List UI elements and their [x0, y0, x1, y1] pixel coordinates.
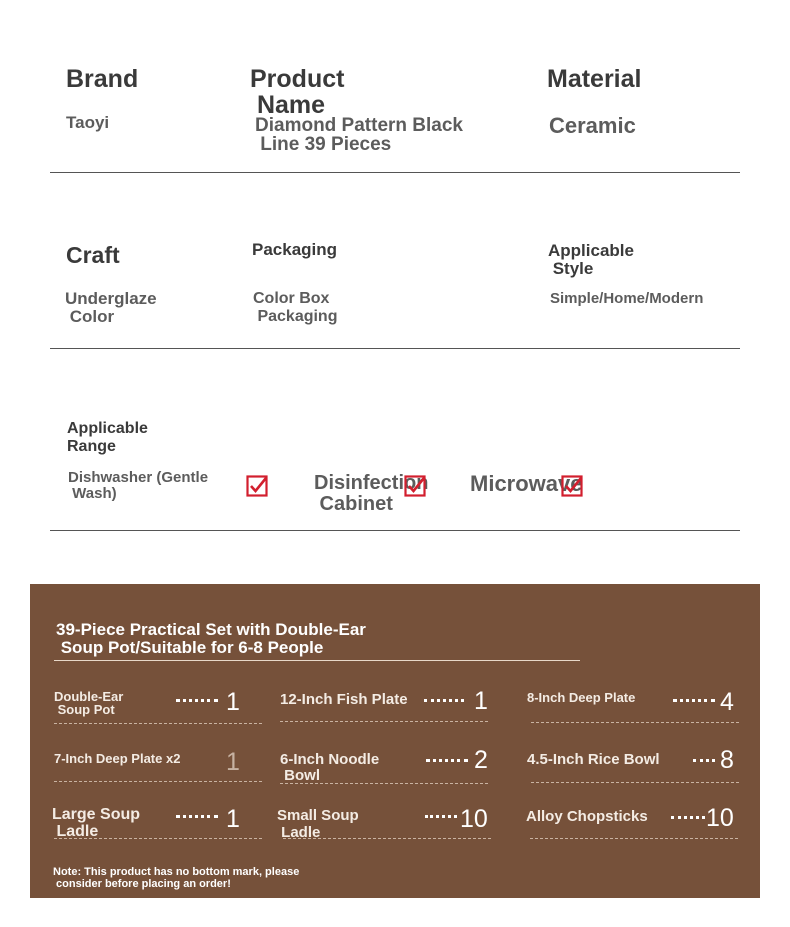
set-title: 39-Piece Practical Set with Double-Ear Soup Pot/Suitable for 6-8 People — [56, 620, 366, 657]
item-quantity: 4 — [720, 688, 734, 716]
dashed-divider — [530, 838, 738, 840]
range-option-dishwasher: Dishwasher (Gentle Wash) — [68, 469, 209, 502]
item-name: Small Soup Ladle — [277, 807, 359, 841]
divider-3 — [50, 530, 740, 531]
dashed-divider — [280, 783, 488, 785]
checkbox-checked-icon — [246, 475, 268, 497]
dotted-leader — [176, 699, 218, 704]
item-quantity: 1 — [226, 688, 240, 716]
checkbox-checked-icon — [561, 475, 583, 497]
set-contents-panel — [30, 584, 760, 898]
item-name: 8-Inch Deep Plate — [527, 690, 636, 705]
craft-value: Underglaze Color — [65, 289, 157, 326]
dotted-leader — [424, 699, 464, 704]
style-label: Applicable Style — [548, 241, 634, 278]
dashed-divider — [283, 838, 491, 840]
item-name: 12-Inch Fish Plate — [280, 691, 408, 708]
packaging-label: Packaging — [252, 240, 338, 259]
dotted-leader — [671, 816, 705, 821]
brand-label: Brand — [66, 65, 139, 93]
dotted-leader — [673, 699, 715, 704]
packaging-value: Color Box Packaging — [253, 290, 338, 325]
item-name: 6-Inch Noodle Bowl — [280, 751, 380, 784]
dashed-divider — [54, 781, 262, 783]
item-quantity: 10 — [460, 805, 488, 833]
item-name: Alloy Chopsticks — [526, 808, 648, 825]
dashed-divider — [531, 722, 739, 724]
dashed-divider — [54, 723, 262, 725]
dashed-divider — [54, 838, 262, 840]
item-name: Large Soup Ladle — [52, 806, 141, 840]
dotted-leader — [693, 759, 715, 764]
product-name-label: Product Name — [250, 65, 345, 119]
item-name: 4.5-Inch Rice Bowl — [527, 751, 660, 768]
item-name: Double-Ear Soup Pot — [54, 689, 124, 717]
item-quantity: 1 — [226, 748, 240, 776]
craft-label: Craft — [66, 242, 120, 268]
item-quantity: 2 — [474, 746, 488, 774]
divider-2 — [50, 348, 740, 349]
range-label: Applicable Range — [67, 420, 148, 455]
product-name-value: Diamond Pattern Black Line 39 Pieces — [255, 115, 463, 155]
range-option-microwave: Microwave — [470, 471, 583, 496]
item-quantity: 10 — [706, 804, 734, 832]
item-quantity: 1 — [474, 687, 488, 715]
brand-value: Taoyi — [66, 113, 110, 132]
dashed-divider — [280, 721, 488, 723]
dotted-leader — [426, 759, 468, 764]
item-name: 7-Inch Deep Plate x2 — [54, 751, 181, 766]
item-quantity: 1 — [226, 805, 240, 833]
style-value: Simple/Home/Modern — [550, 290, 704, 307]
divider-1 — [50, 172, 740, 173]
dotted-leader — [425, 815, 457, 820]
bottom-mark-note: Note: This product has no bottom mark, please consider before placing an order! — [53, 866, 300, 890]
dashed-divider — [531, 782, 739, 784]
checkbox-checked-icon — [404, 475, 426, 497]
dotted-leader — [176, 815, 218, 820]
title-underline — [54, 660, 580, 661]
material-label: Material — [547, 65, 642, 93]
range-option-disinfection: Disinfection Cabinet — [314, 472, 429, 515]
material-value: Ceramic — [549, 113, 636, 138]
item-quantity: 8 — [720, 746, 734, 774]
